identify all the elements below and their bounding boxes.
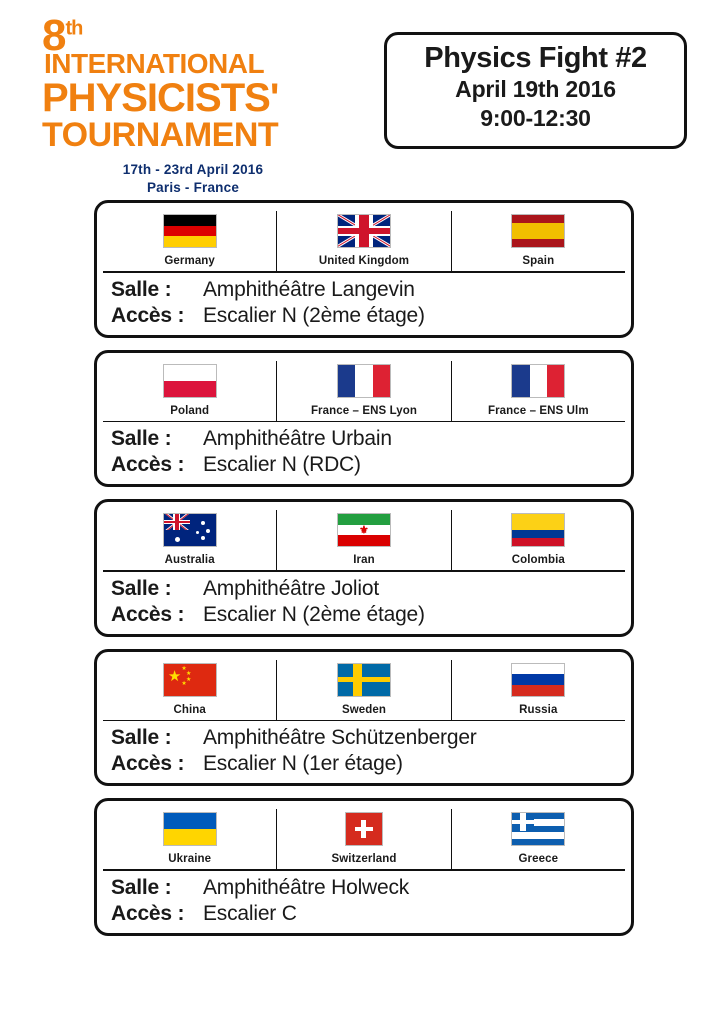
flag-france-icon [456,364,621,398]
team-cell [103,510,276,570]
room-value: Amphithéâtre Urbain [203,427,392,450]
flag-greece-icon [456,812,621,846]
card-divider [103,570,625,572]
card-divider [103,271,625,273]
teams-row [97,809,631,869]
team-cell [103,211,276,271]
access-line [97,303,631,329]
team-name: Germany [164,255,215,267]
access-label: Accès : [111,752,185,775]
team-cell [451,510,625,570]
flag-ukraine-icon [107,812,272,846]
access-label: Accès : [111,453,185,476]
room-value: Amphithéâtre Schützenberger [203,726,477,749]
physics-fight-box [384,32,687,149]
teams-row [97,211,631,271]
room-label: Salle : [111,427,172,450]
access-line [97,602,631,628]
room-label: Salle : [111,576,172,600]
team-cell [276,211,450,271]
access-line [97,901,631,927]
flag-china-icon: ★ ★ ★ ★ ★ [107,663,272,697]
team-cell [451,809,625,869]
room-assignment-list [0,200,724,936]
room-label: Salle : [111,277,172,301]
room-label: Salle : [111,875,172,899]
flag-poland-icon [107,364,272,398]
access-value: Escalier N (2ème étage) [203,602,425,626]
logo-dates: 17th - 23rd April 2016 [122,162,264,178]
flag-uk-icon [281,214,446,248]
physics-fight-date: April 19th 2016 [455,75,616,102]
card-divider [103,720,625,722]
room-value: Amphithéâtre Joliot [203,576,379,600]
team-cell [276,660,450,720]
access-label: Accès : [111,602,185,626]
logo-edition-suffix: th [65,17,83,40]
team-cell [103,809,276,869]
physics-fight-time: 9:00-12:30 [480,104,591,131]
team-name: Russia [519,703,558,716]
room-card [94,649,634,787]
access-value: Escalier C [203,901,297,925]
teams-row [97,361,631,421]
room-value: Amphithéâtre Langevin [203,277,415,301]
room-value: Amphithéâtre Holweck [203,875,410,899]
flag-russia-icon [456,663,621,697]
team-name: France – ENS Lyon [310,404,418,417]
team-cell [276,510,450,570]
teams-row [97,510,631,570]
team-cell [451,211,625,271]
team-name: Sweden [341,703,387,716]
logo-subtitle [28,161,358,197]
team-cell [103,660,276,720]
access-line [97,751,631,777]
logo-location: Paris - France [146,180,240,196]
room-card [94,200,634,338]
flag-sweden-icon [281,663,446,697]
team-cell [276,809,450,869]
team-name: Iran [353,554,375,566]
room-card [94,350,634,488]
team-name: France – ENS Ulm [487,404,589,417]
access-value: Escalier N (RDC) [203,453,361,476]
access-value: Escalier N (1er étage) [203,752,403,775]
team-name: Poland [170,404,210,417]
team-name: Switzerland [331,853,397,865]
logo-line-tournament: TOURNAMENT [42,116,279,155]
access-value: Escalier N (2ème étage) [203,303,425,327]
room-card [94,499,634,637]
access-label: Accès : [111,901,185,925]
flag-australia-icon [107,513,272,547]
team-name: Spain [522,255,555,267]
teams-row [97,660,631,720]
card-divider [103,421,625,423]
access-label: Accès : [111,303,185,327]
team-name: Australia [164,554,215,566]
room-line [97,725,631,751]
flag-france-icon [281,364,446,398]
physics-fight-title: Physics Fight #2 [424,42,647,74]
team-name: United Kingdom [318,255,410,267]
tournament-logo [28,11,358,198]
flag-germany-icon [107,214,272,248]
team-cell [103,361,276,421]
team-cell [451,660,625,720]
room-card [94,798,634,936]
room-label: Salle : [111,726,172,749]
page-header [0,0,724,200]
room-line [97,277,631,303]
flag-colombia-icon [456,513,621,547]
team-name: China [173,703,206,716]
flag-spain-icon [456,214,621,248]
team-name: Greece [518,853,559,865]
team-cell [276,361,450,421]
flag-iran-icon: ⚜ [281,513,446,547]
card-divider [103,869,625,871]
room-line [97,875,631,901]
team-name: Ukraine [168,853,212,865]
logo-edition-number: 8 [42,11,66,60]
logo-line-physicists: PHYSICISTS' [42,75,279,120]
team-cell [451,361,625,421]
room-line [97,576,631,602]
room-line [97,426,631,452]
access-line [97,452,631,478]
logo-line-international: INTERNATIONAL [44,47,265,79]
flag-switzerland-icon [281,812,446,846]
team-name: Colombia [511,554,565,566]
